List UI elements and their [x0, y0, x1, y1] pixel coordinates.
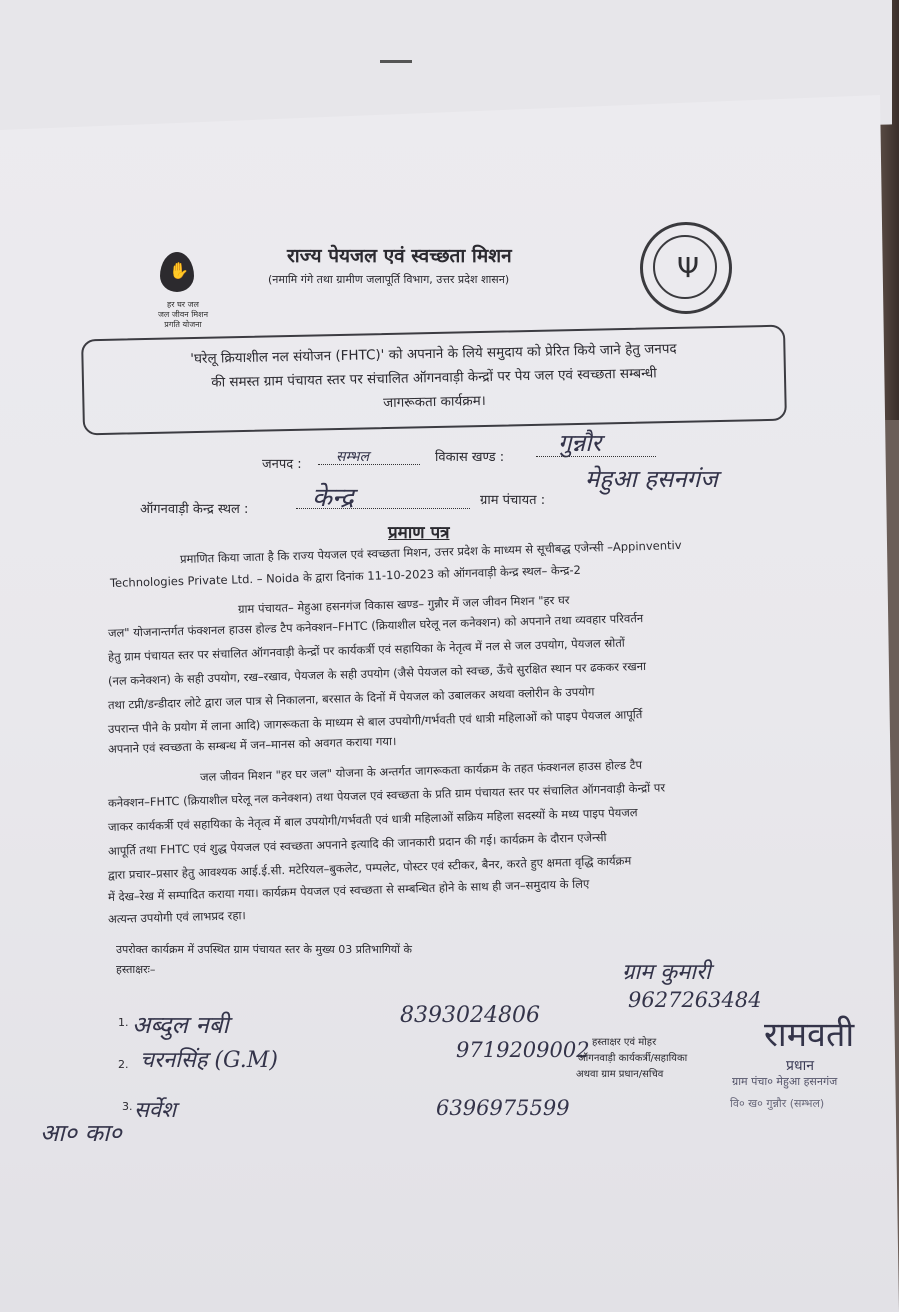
vikas-khand-value: गुन्नौर — [558, 429, 602, 457]
cert-line-2: Technologies Private Ltd. – Noida के द्वारा दिनांक 11-10-2023 को ऑगनवाड़ी केन्द्र स्थल– केन्द्र-2 — [109, 562, 582, 590]
up-government-seal-icon: Ψ — [640, 222, 732, 314]
hastakshar-line-1: हस्ताक्षर एवं मोहर — [592, 1037, 657, 1048]
cert-line-5: हेतु ग्राम पंचायत स्तर पर संचालित ऑगनवाड़ी केन्द्रों पर कार्यकर्त्री एवं सहायिका के नेतृत्व में नल से जल उपयोग, पेयजल स्रोतों — [107, 635, 625, 664]
cert-line-6: (नल कनेक्शन) के सही उपयोग, रख–रखाव, पेयजल के सही उपयोग (जैसे पेयजल को स्वच्छ, ऊँचे सुरक्षित स्थान पर ढककर रखना — [107, 658, 647, 688]
stamp-line-3: वि० ख० गुन्नौर (सम्भल) — [730, 1097, 825, 1110]
cert-line-4: जल" योजनान्तर्गत फंक्शनल हाउस होल्ड टैप कनेक्शन–FHTC (क्रियाशील घरेलू नल कनेक्शन) को अपनाने तथा व्यवहार परिवर्तन — [107, 611, 644, 640]
signature-intro-1: उपरोक्त कार्यक्रम में उपस्थित ग्राम पंचायत स्तर के मुख्य 03 प्रतिभागियों के — [116, 943, 412, 956]
water-drop-icon: ✋ — [160, 252, 194, 292]
participant-1-name: अब्दुल नबी — [132, 1011, 229, 1039]
program-line-1: 'घरेलू क्रियाशील नल संयोजन (FHTC)' को अपनाने के लिये समुदाय को प्रेरित किये जाने हेतु जनपद — [190, 340, 677, 368]
program-line-2: की समस्त ग्राम पंचायत स्तर पर संचालित ऑगनवाड़ी केन्द्रों पर पेय जल एवं स्वच्छता सम्बन्धी — [211, 365, 657, 391]
cert-line-7: तथा टप्नी/डन्डीदार लोटे द्वारा जल पात्र से निकालना, बरसात के दिनों में पेयजल को उबालकर अथवा क्लोरीन के उपयोग — [107, 684, 595, 712]
stamp-pradhan: प्रधान — [786, 1058, 814, 1074]
participant-3-phone: 6396975599 — [436, 1096, 570, 1120]
ramvati-signature: रामवती — [764, 1015, 855, 1055]
cert-line-16: अत्यन्त उपयोगी एवं लाभप्रद रहा। — [107, 908, 246, 926]
cert-line-12: जाकर कार्यकर्त्री एवं सहायिका के नेतृत्व में बाल उपयोगी/गर्भवती एवं धात्री महिलाओं सक्रिय महिला सदस्यों के मध्य पाइप पेयजल — [107, 805, 638, 834]
cert-line-3: ग्राम पंचायत– मेहुआ हसनगंज विकास खण्ड– गुन्नौर में जल जीवन मिशन "हर घर — [237, 592, 570, 616]
jal-jeevan-logo — [148, 252, 218, 332]
gram-panchayat-value: मेहुआ हसनगंज — [585, 465, 718, 493]
program-title-box — [81, 325, 787, 436]
signature-intro-2: हस्ताक्षरः– — [116, 963, 156, 976]
cert-line-13: आपूर्ति तथा FHTC एवं शुद्ध पेयजल एवं स्वच्छता अपनाने इत्यादि की जानकारी प्रदान की गई। कार्यक्रम के दौरान एजेन्सी — [107, 830, 607, 858]
aa-ka-note: आ० का० — [40, 1119, 122, 1147]
participant-2-name: चरनसिंह (G.M) — [140, 1048, 278, 1073]
cert-line-1: प्रमाणित किया जाता है कि राज्य पेयजल एवं स्वच्छता मिशन, उत्तर प्रदेश के माध्यम से सूचीबद्ध एजेन्सी –Appinventiv — [179, 537, 682, 566]
stamp-line-2: ग्राम पंचा० मेहुआ हसनगंज — [732, 1075, 838, 1088]
certificate-heading: प्रमाण पत्र — [388, 523, 450, 543]
cert-line-15: में देख–रेख में सम्पादित कराया गया। कार्यक्रम पेयजल एवं स्वच्छता से सम्बन्धित होने के साथ ही जन–समुदाय के लिए — [107, 876, 590, 904]
logo-text-2: जल जीवन मिशन — [157, 310, 209, 319]
anganwadi-value: केन्द्र — [312, 483, 354, 513]
page-subtitle: (नमामि गंगे तथा ग्रामीण जलापूर्ति विभाग, उत्तर प्रदेश शासन) — [268, 273, 510, 286]
hastakshar-line-3: अथवा ग्राम प्रधान/सचिव — [576, 1069, 664, 1080]
pradhan-phone: 9627263484 — [628, 988, 762, 1012]
back-sheet-mark — [380, 60, 412, 63]
participant-3-name: सर्वेश — [134, 1098, 177, 1123]
janpad-underline — [318, 464, 420, 465]
anganwadi-label: ऑगनवाड़ी केन्द्र स्थल : — [140, 502, 249, 517]
cert-line-11: कनेक्शन–FHTC (क्रियाशील घरेलू नल कनेक्शन) तथा पेयजल एवं स्वच्छता के प्रति ग्राम पंचायत स्तर पर संचालित ऑगनवाड़ी केन्द्रों पर — [107, 780, 666, 810]
vikas-khand-label: विकास खण्ड : — [435, 450, 505, 465]
logo-text-3: प्रगति योजना — [164, 320, 202, 329]
janpad-label: जनपद : — [262, 457, 302, 472]
page-title: राज्य पेयजल एवं स्वच्छता मिशन — [287, 245, 512, 267]
pradhan-signature: ग्राम कुमारी — [622, 960, 711, 985]
janpad-value: सम्भल — [336, 449, 369, 465]
cert-line-9: अपनाने एवं स्वच्छता के सम्बन्ध में जन–मानस को अवगत कराया गया। — [107, 733, 397, 756]
cert-line-10: जल जीवन मिशन "हर घर जल" योजना के अन्तर्गत जागरूकता कार्यक्रम के तहत फंक्शनल हाउस होल्ड टैप — [199, 757, 643, 784]
participant-1-num: 1. — [118, 1016, 129, 1029]
participant-3-num: 3. — [122, 1100, 133, 1113]
participant-1-phone: 8393024806 — [400, 1003, 540, 1028]
program-line-3: जागरूकता कार्यक्रम। — [382, 392, 486, 412]
logo-text-1: हर घर जल — [167, 300, 199, 309]
gram-panchayat-label: ग्राम पंचायत : — [480, 493, 546, 508]
vikas-khand-underline — [536, 456, 656, 457]
cert-line-14: द्वारा प्रचार–प्रसार हेतु आवश्यक आई.ई.सी. मटेरियल–बुकलेट, पम्पलेट, पोस्टर एवं स्टीकर, बैनर, करते हुए क्षमता वृद्धि कार्यक्रम — [107, 853, 632, 882]
hastakshar-line-2: ऑगनवाड़ी कार्यकर्त्री/सहायिका — [578, 1053, 688, 1064]
anganwadi-underline — [296, 508, 470, 509]
cert-line-8: उपरान्त पीने के प्रयोग में लाना आदि) जागरूकता के माध्यम से बाल उपयोगी/गर्भवती एवं धात्री महिलाओं को पाइप पेयजल आपूर्ति — [107, 707, 643, 736]
participant-2-num: 2. — [118, 1058, 129, 1071]
participant-2-phone: 9719209002 — [456, 1038, 590, 1062]
